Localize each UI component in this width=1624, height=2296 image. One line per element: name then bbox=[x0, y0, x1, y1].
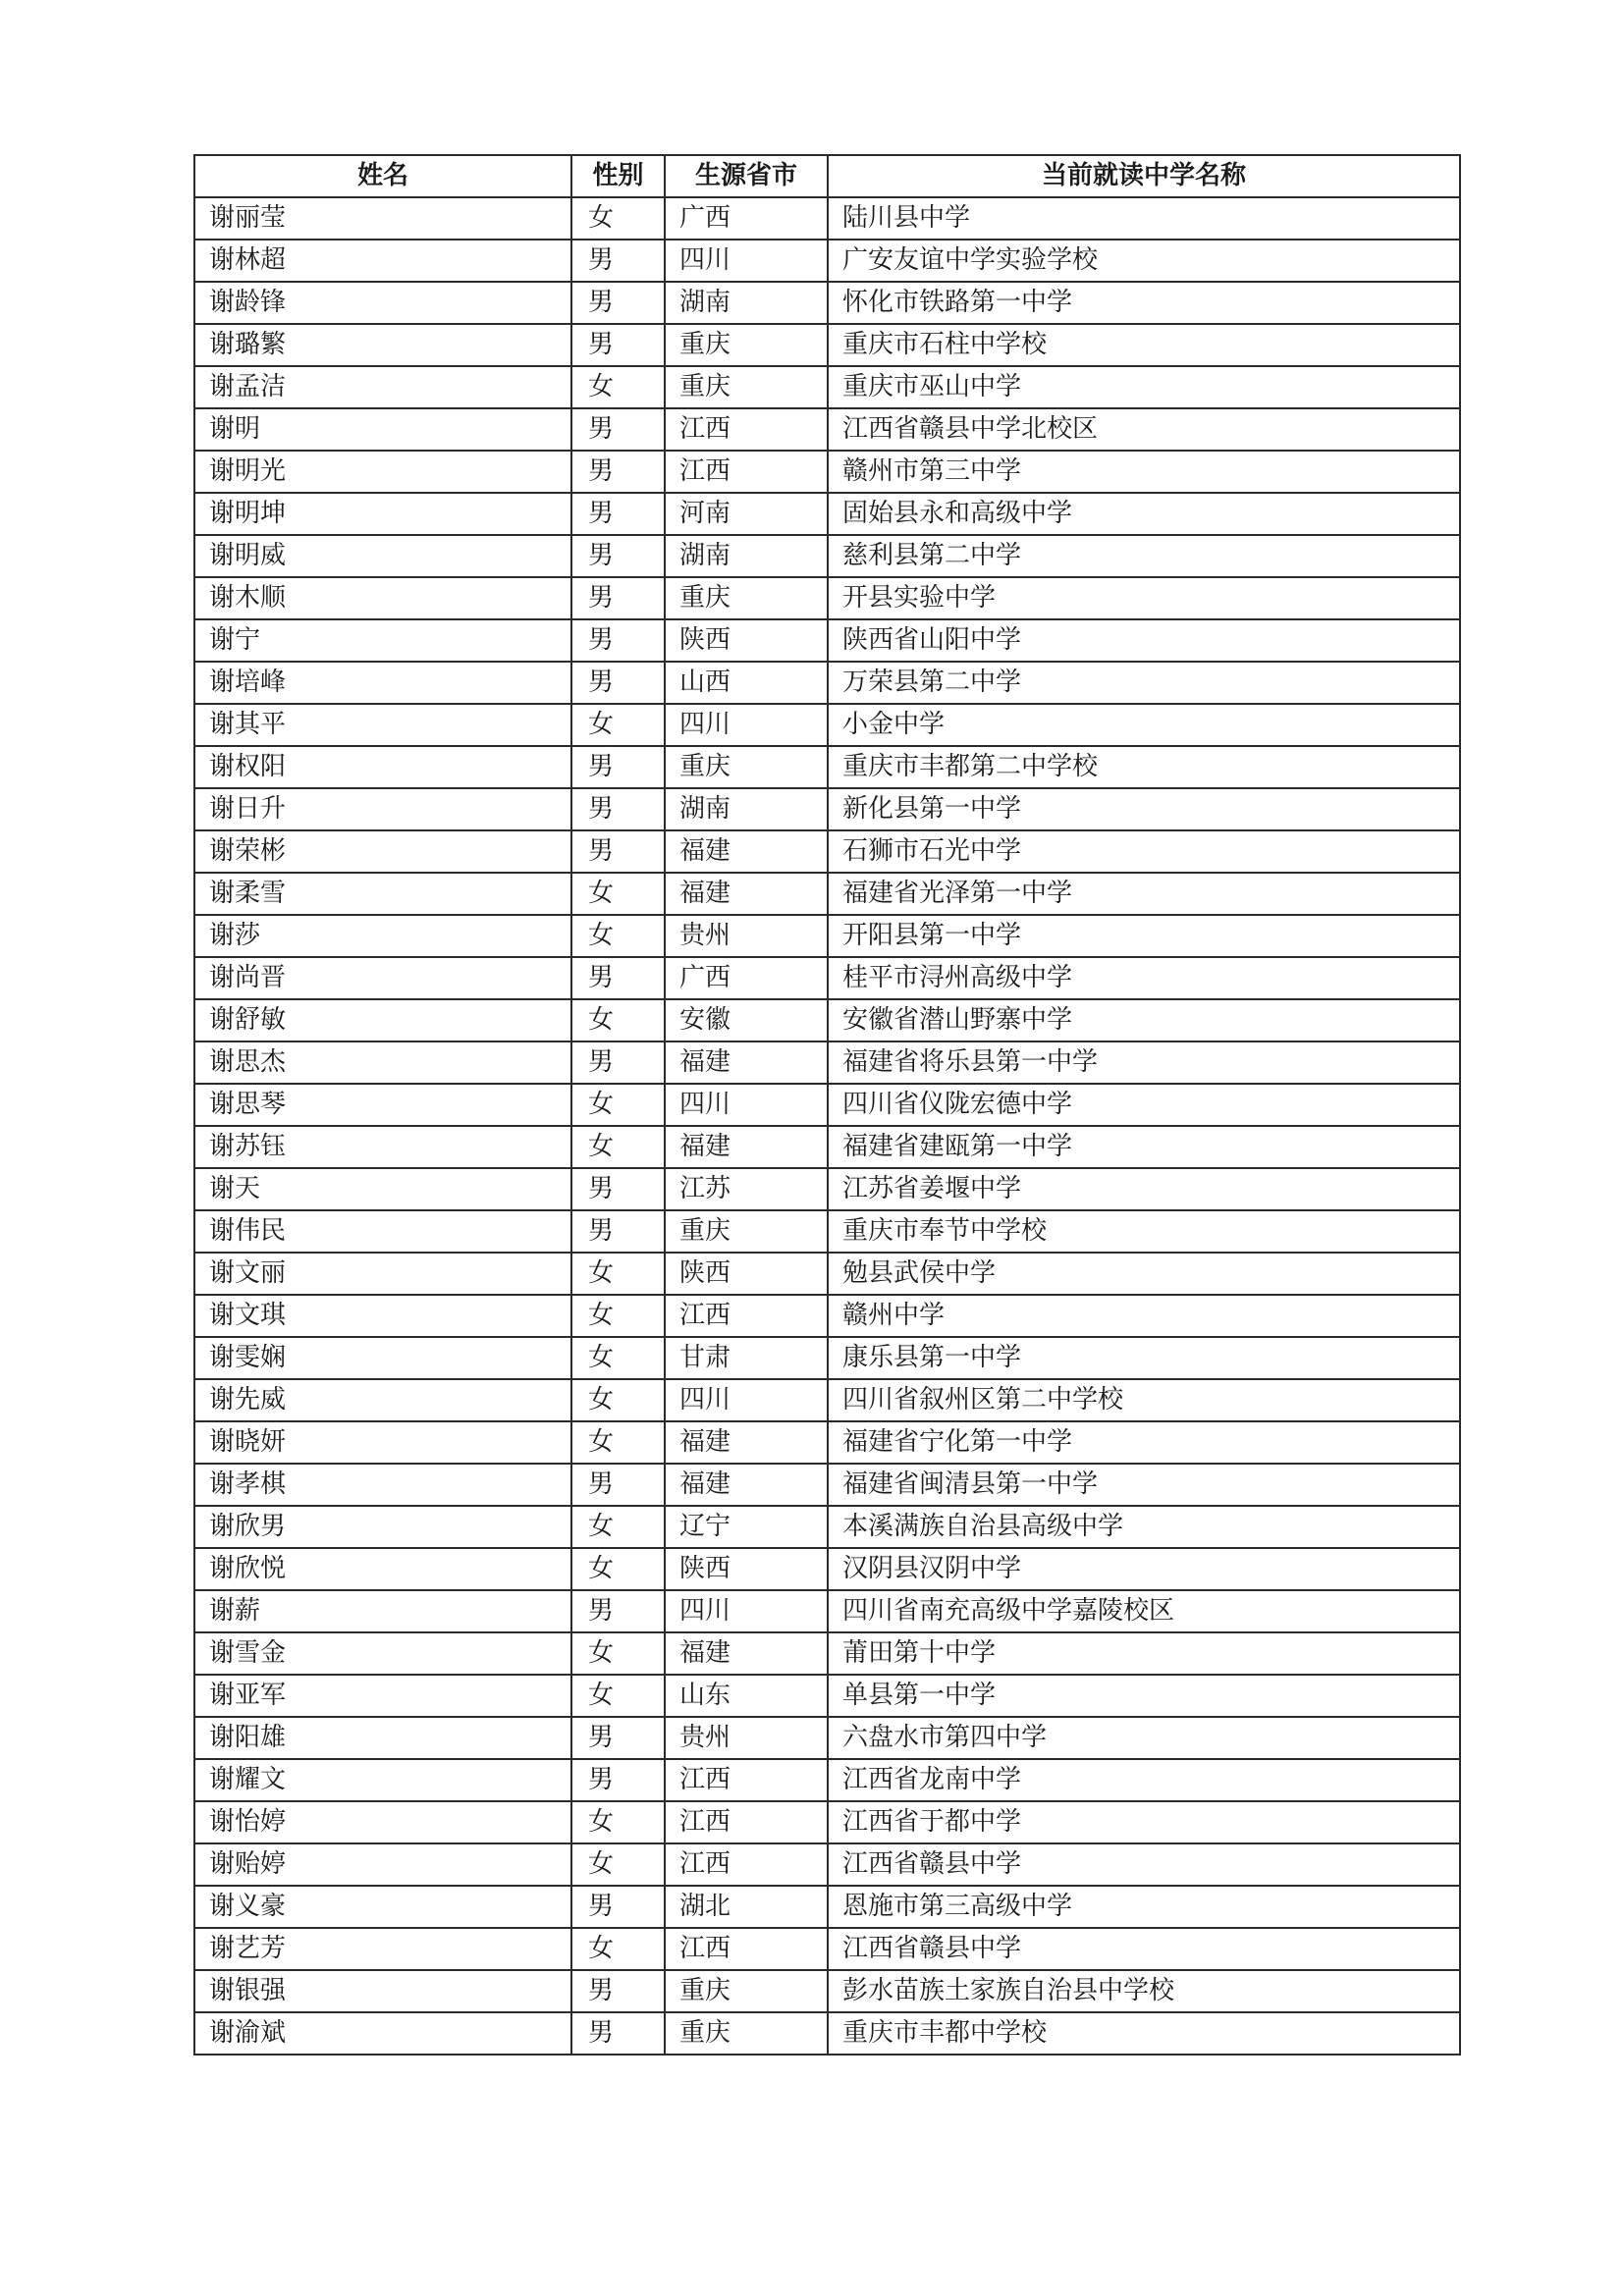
cell-school: 福建省光泽第一中学 bbox=[828, 873, 1460, 915]
cell-school: 赣州市第三中学 bbox=[828, 451, 1460, 493]
cell-school: 福建省宁化第一中学 bbox=[828, 1421, 1460, 1464]
cell-name: 谢柔雪 bbox=[194, 873, 571, 915]
cell-province: 重庆 bbox=[665, 1970, 828, 2012]
cell-province: 贵州 bbox=[665, 1717, 828, 1759]
cell-gender: 女 bbox=[571, 915, 665, 957]
student-roster-table bbox=[193, 154, 1461, 2056]
table-row bbox=[194, 999, 1460, 1041]
cell-gender: 男 bbox=[571, 1717, 665, 1759]
cell-name: 谢权阳 bbox=[194, 746, 571, 788]
table-row bbox=[194, 408, 1460, 451]
cell-gender: 女 bbox=[571, 1843, 665, 1886]
cell-school: 莆田第十中学 bbox=[828, 1632, 1460, 1675]
cell-school: 江西省赣县中学 bbox=[828, 1843, 1460, 1886]
cell-school: 陕西省山阳中学 bbox=[828, 619, 1460, 662]
cell-gender: 男 bbox=[571, 408, 665, 451]
table-row bbox=[194, 1632, 1460, 1675]
cell-school: 慈利县第二中学 bbox=[828, 535, 1460, 577]
cell-name: 谢宁 bbox=[194, 619, 571, 662]
cell-province: 江西 bbox=[665, 1928, 828, 1970]
table-row bbox=[194, 1041, 1460, 1084]
table-row bbox=[194, 577, 1460, 619]
cell-province: 河南 bbox=[665, 493, 828, 535]
cell-province: 福建 bbox=[665, 1126, 828, 1168]
cell-province: 陕西 bbox=[665, 619, 828, 662]
cell-name: 谢义豪 bbox=[194, 1886, 571, 1928]
cell-province: 贵州 bbox=[665, 915, 828, 957]
table-row bbox=[194, 1126, 1460, 1168]
table-row bbox=[194, 1970, 1460, 2012]
cell-name: 谢文琪 bbox=[194, 1295, 571, 1337]
cell-gender: 男 bbox=[571, 830, 665, 873]
header-row bbox=[194, 155, 1460, 197]
cell-school: 彭水苗族土家族自治县中学校 bbox=[828, 1970, 1460, 2012]
cell-name: 谢孝棋 bbox=[194, 1464, 571, 1506]
cell-gender: 男 bbox=[571, 324, 665, 366]
cell-province: 福建 bbox=[665, 1464, 828, 1506]
cell-school: 重庆市巫山中学 bbox=[828, 366, 1460, 408]
cell-school: 四川省叙州区第二中学校 bbox=[828, 1379, 1460, 1421]
table-body bbox=[194, 197, 1460, 2055]
cell-province: 广西 bbox=[665, 197, 828, 240]
cell-name: 谢天 bbox=[194, 1168, 571, 1210]
cell-gender: 男 bbox=[571, 1464, 665, 1506]
cell-gender: 女 bbox=[571, 873, 665, 915]
table-row bbox=[194, 1253, 1460, 1295]
cell-province: 辽宁 bbox=[665, 1506, 828, 1548]
table-row bbox=[194, 1759, 1460, 1801]
cell-school: 怀化市铁路第一中学 bbox=[828, 282, 1460, 324]
cell-province: 湖北 bbox=[665, 1886, 828, 1928]
table-row bbox=[194, 704, 1460, 746]
cell-school: 福建省建瓯第一中学 bbox=[828, 1126, 1460, 1168]
cell-name: 谢苏钰 bbox=[194, 1126, 571, 1168]
cell-name: 谢阳雄 bbox=[194, 1717, 571, 1759]
cell-province: 重庆 bbox=[665, 1210, 828, 1253]
table-row bbox=[194, 1548, 1460, 1590]
cell-province: 湖南 bbox=[665, 535, 828, 577]
table-row bbox=[194, 1337, 1460, 1379]
cell-gender: 女 bbox=[571, 704, 665, 746]
cell-name: 谢木顺 bbox=[194, 577, 571, 619]
cell-province: 陕西 bbox=[665, 1253, 828, 1295]
cell-school: 广安友谊中学实验学校 bbox=[828, 240, 1460, 282]
cell-school: 赣州中学 bbox=[828, 1295, 1460, 1337]
cell-name: 谢明坤 bbox=[194, 493, 571, 535]
table-row bbox=[194, 1084, 1460, 1126]
cell-name: 谢艺芳 bbox=[194, 1928, 571, 1970]
cell-name: 谢雪金 bbox=[194, 1632, 571, 1675]
cell-school: 固始县永和高级中学 bbox=[828, 493, 1460, 535]
cell-province: 福建 bbox=[665, 830, 828, 873]
cell-name: 谢文丽 bbox=[194, 1253, 571, 1295]
cell-province: 四川 bbox=[665, 240, 828, 282]
cell-name: 谢其平 bbox=[194, 704, 571, 746]
table-header bbox=[194, 155, 1460, 197]
table-row bbox=[194, 197, 1460, 240]
cell-school: 恩施市第三高级中学 bbox=[828, 1886, 1460, 1928]
cell-name: 谢耀文 bbox=[194, 1759, 571, 1801]
cell-province: 四川 bbox=[665, 704, 828, 746]
cell-gender: 女 bbox=[571, 1928, 665, 1970]
cell-gender: 女 bbox=[571, 1379, 665, 1421]
cell-gender: 男 bbox=[571, 788, 665, 830]
cell-school: 福建省闽清县第一中学 bbox=[828, 1464, 1460, 1506]
cell-name: 谢先威 bbox=[194, 1379, 571, 1421]
cell-province: 福建 bbox=[665, 1421, 828, 1464]
cell-name: 谢尚晋 bbox=[194, 957, 571, 999]
cell-school: 四川省仪陇宏德中学 bbox=[828, 1084, 1460, 1126]
cell-school: 福建省将乐县第一中学 bbox=[828, 1041, 1460, 1084]
table-row bbox=[194, 957, 1460, 999]
cell-name: 谢明 bbox=[194, 408, 571, 451]
cell-gender: 女 bbox=[571, 1253, 665, 1295]
table-row bbox=[194, 1506, 1460, 1548]
cell-school: 小金中学 bbox=[828, 704, 1460, 746]
table-row bbox=[194, 619, 1460, 662]
cell-province: 四川 bbox=[665, 1590, 828, 1632]
cell-name: 谢龄锋 bbox=[194, 282, 571, 324]
cell-province: 江西 bbox=[665, 451, 828, 493]
cell-province: 安徽 bbox=[665, 999, 828, 1041]
cell-school: 重庆市奉节中学校 bbox=[828, 1210, 1460, 1253]
cell-school: 江西省龙南中学 bbox=[828, 1759, 1460, 1801]
cell-province: 江西 bbox=[665, 1843, 828, 1886]
table-row bbox=[194, 1717, 1460, 1759]
cell-gender: 男 bbox=[571, 1886, 665, 1928]
cell-gender: 女 bbox=[571, 366, 665, 408]
cell-gender: 女 bbox=[571, 1632, 665, 1675]
cell-gender: 男 bbox=[571, 577, 665, 619]
cell-school: 江苏省姜堰中学 bbox=[828, 1168, 1460, 1210]
table-row bbox=[194, 1801, 1460, 1843]
cell-province: 重庆 bbox=[665, 324, 828, 366]
cell-name: 谢培峰 bbox=[194, 662, 571, 704]
cell-gender: 男 bbox=[571, 282, 665, 324]
table-row bbox=[194, 366, 1460, 408]
cell-school: 重庆市石柱中学校 bbox=[828, 324, 1460, 366]
cell-gender: 男 bbox=[571, 1590, 665, 1632]
cell-school: 陆川县中学 bbox=[828, 197, 1460, 240]
cell-province: 江苏 bbox=[665, 1168, 828, 1210]
cell-gender: 男 bbox=[571, 535, 665, 577]
table-row bbox=[194, 451, 1460, 493]
cell-province: 福建 bbox=[665, 1041, 828, 1084]
cell-name: 谢舒敏 bbox=[194, 999, 571, 1041]
cell-name: 谢贻婷 bbox=[194, 1843, 571, 1886]
table-row bbox=[194, 324, 1460, 366]
cell-name: 谢晓妍 bbox=[194, 1421, 571, 1464]
table-row bbox=[194, 873, 1460, 915]
cell-gender: 男 bbox=[571, 619, 665, 662]
table-row bbox=[194, 535, 1460, 577]
cell-province: 重庆 bbox=[665, 366, 828, 408]
cell-school: 新化县第一中学 bbox=[828, 788, 1460, 830]
cell-province: 四川 bbox=[665, 1084, 828, 1126]
cell-province: 江西 bbox=[665, 408, 828, 451]
cell-name: 谢银强 bbox=[194, 1970, 571, 2012]
cell-school: 江西省于都中学 bbox=[828, 1801, 1460, 1843]
cell-school: 开县实验中学 bbox=[828, 577, 1460, 619]
cell-gender: 男 bbox=[571, 1041, 665, 1084]
cell-school: 江西省赣县中学 bbox=[828, 1928, 1460, 1970]
cell-name: 谢日升 bbox=[194, 788, 571, 830]
cell-name: 谢思琴 bbox=[194, 1084, 571, 1126]
cell-province: 江西 bbox=[665, 1801, 828, 1843]
table-row bbox=[194, 1675, 1460, 1717]
cell-school: 本溪满族自治县高级中学 bbox=[828, 1506, 1460, 1548]
cell-province: 福建 bbox=[665, 873, 828, 915]
cell-gender: 女 bbox=[571, 197, 665, 240]
table-row bbox=[194, 1168, 1460, 1210]
cell-province: 福建 bbox=[665, 1632, 828, 1675]
header-school: 当前就读中学名称 bbox=[828, 155, 1460, 197]
table-row bbox=[194, 1210, 1460, 1253]
cell-school: 开阳县第一中学 bbox=[828, 915, 1460, 957]
cell-gender: 男 bbox=[571, 451, 665, 493]
cell-name: 谢欣男 bbox=[194, 1506, 571, 1548]
cell-name: 谢亚军 bbox=[194, 1675, 571, 1717]
table-row bbox=[194, 662, 1460, 704]
cell-name: 谢薪 bbox=[194, 1590, 571, 1632]
cell-province: 陕西 bbox=[665, 1548, 828, 1590]
cell-name: 谢荣彬 bbox=[194, 830, 571, 873]
table-row bbox=[194, 788, 1460, 830]
header-gender: 性别 bbox=[571, 155, 665, 197]
cell-gender: 男 bbox=[571, 662, 665, 704]
cell-school: 安徽省潜山野寨中学 bbox=[828, 999, 1460, 1041]
table-row bbox=[194, 746, 1460, 788]
cell-province: 重庆 bbox=[665, 746, 828, 788]
cell-province: 江西 bbox=[665, 1295, 828, 1337]
cell-gender: 女 bbox=[571, 1295, 665, 1337]
header-province: 生源省市 bbox=[665, 155, 828, 197]
cell-gender: 男 bbox=[571, 240, 665, 282]
cell-school: 重庆市丰都中学校 bbox=[828, 2012, 1460, 2055]
cell-province: 山西 bbox=[665, 662, 828, 704]
table-row bbox=[194, 1928, 1460, 1970]
cell-province: 四川 bbox=[665, 1379, 828, 1421]
cell-province: 重庆 bbox=[665, 2012, 828, 2055]
table-row bbox=[194, 1421, 1460, 1464]
table-row bbox=[194, 915, 1460, 957]
cell-name: 谢丽莹 bbox=[194, 197, 571, 240]
cell-province: 广西 bbox=[665, 957, 828, 999]
cell-name: 谢思杰 bbox=[194, 1041, 571, 1084]
cell-gender: 女 bbox=[571, 1548, 665, 1590]
cell-gender: 男 bbox=[571, 2012, 665, 2055]
cell-school: 六盘水市第四中学 bbox=[828, 1717, 1460, 1759]
cell-name: 谢雯娴 bbox=[194, 1337, 571, 1379]
cell-name: 谢怡婷 bbox=[194, 1801, 571, 1843]
cell-school: 汉阴县汉阴中学 bbox=[828, 1548, 1460, 1590]
cell-province: 甘肃 bbox=[665, 1337, 828, 1379]
cell-gender: 女 bbox=[571, 999, 665, 1041]
cell-school: 万荣县第二中学 bbox=[828, 662, 1460, 704]
cell-school: 康乐县第一中学 bbox=[828, 1337, 1460, 1379]
cell-gender: 女 bbox=[571, 1506, 665, 1548]
cell-school: 石狮市石光中学 bbox=[828, 830, 1460, 873]
cell-gender: 男 bbox=[571, 1970, 665, 2012]
cell-gender: 男 bbox=[571, 493, 665, 535]
table-row bbox=[194, 1379, 1460, 1421]
cell-name: 谢渝斌 bbox=[194, 2012, 571, 2055]
cell-province: 山东 bbox=[665, 1675, 828, 1717]
cell-name: 谢璐繁 bbox=[194, 324, 571, 366]
table-row bbox=[194, 1590, 1460, 1632]
cell-school: 单县第一中学 bbox=[828, 1675, 1460, 1717]
cell-gender: 男 bbox=[571, 1210, 665, 1253]
cell-name: 谢孟洁 bbox=[194, 366, 571, 408]
table-row bbox=[194, 240, 1460, 282]
header-name: 姓名 bbox=[194, 155, 571, 197]
table-row bbox=[194, 282, 1460, 324]
cell-gender: 女 bbox=[571, 1084, 665, 1126]
cell-province: 重庆 bbox=[665, 577, 828, 619]
cell-name: 谢欣悦 bbox=[194, 1548, 571, 1590]
cell-name: 谢明威 bbox=[194, 535, 571, 577]
cell-school: 桂平市浔州高级中学 bbox=[828, 957, 1460, 999]
cell-gender: 女 bbox=[571, 1126, 665, 1168]
table-row bbox=[194, 830, 1460, 873]
table-row bbox=[194, 2012, 1460, 2055]
cell-school: 重庆市丰都第二中学校 bbox=[828, 746, 1460, 788]
cell-gender: 女 bbox=[571, 1801, 665, 1843]
cell-name: 谢明光 bbox=[194, 451, 571, 493]
cell-gender: 男 bbox=[571, 1168, 665, 1210]
cell-name: 谢莎 bbox=[194, 915, 571, 957]
cell-gender: 男 bbox=[571, 746, 665, 788]
table-row bbox=[194, 1295, 1460, 1337]
cell-school: 四川省南充高级中学嘉陵校区 bbox=[828, 1590, 1460, 1632]
cell-gender: 女 bbox=[571, 1675, 665, 1717]
cell-gender: 男 bbox=[571, 957, 665, 999]
cell-gender: 女 bbox=[571, 1337, 665, 1379]
cell-gender: 男 bbox=[571, 1759, 665, 1801]
cell-school: 江西省赣县中学北校区 bbox=[828, 408, 1460, 451]
cell-school: 勉县武侯中学 bbox=[828, 1253, 1460, 1295]
cell-province: 湖南 bbox=[665, 788, 828, 830]
table-row bbox=[194, 1886, 1460, 1928]
cell-province: 湖南 bbox=[665, 282, 828, 324]
cell-name: 谢林超 bbox=[194, 240, 571, 282]
cell-gender: 女 bbox=[571, 1421, 665, 1464]
cell-province: 江西 bbox=[665, 1759, 828, 1801]
cell-name: 谢伟民 bbox=[194, 1210, 571, 1253]
table-row bbox=[194, 1464, 1460, 1506]
table-row bbox=[194, 493, 1460, 535]
table-row bbox=[194, 1843, 1460, 1886]
